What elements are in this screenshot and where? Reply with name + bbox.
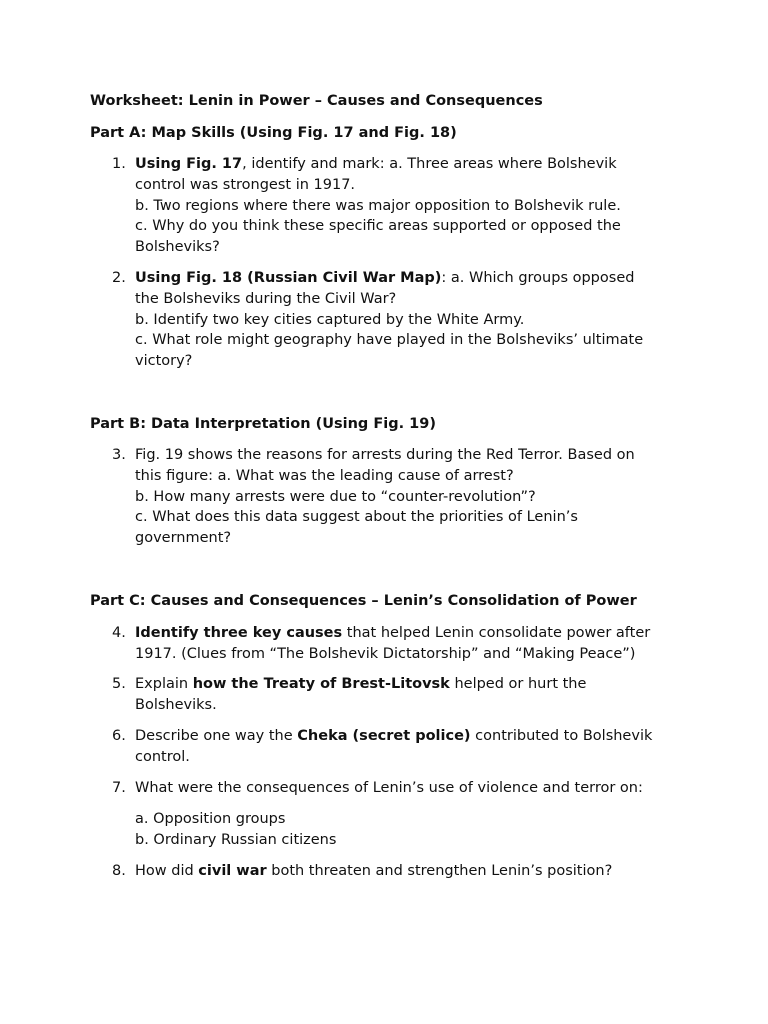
- question-body: [135, 861, 695, 882]
- question-text: contributed to Bolshevik: [470, 728, 653, 744]
- question-line: [135, 268, 695, 289]
- question-subpart-c: c. Why do you think these specific areas supported or opposed the: [135, 218, 621, 235]
- question-body: [135, 623, 695, 665]
- question-line: [135, 726, 695, 747]
- question-line: victory?: [135, 353, 193, 370]
- question-line: [135, 861, 695, 882]
- question-line: control was strongest in 1917.: [135, 176, 356, 193]
- part-a-heading: Part A: Map Skills (Using Fig. 17 and Fig. 18): [90, 125, 457, 141]
- question-subpart-b: b. Two regions where there was major opposition to Bolshevik rule.: [135, 197, 621, 214]
- question-line: Bolsheviks?: [135, 239, 220, 256]
- question-body: [135, 726, 695, 768]
- question-number: 3.: [112, 447, 126, 463]
- question-text: : a. Which groups opposed: [441, 270, 635, 286]
- question-text: helped or hurt the: [449, 676, 587, 692]
- question-subpart-b: b. Identify two key cities captured by the White Army.: [135, 311, 525, 328]
- question-number: 7.: [112, 780, 126, 796]
- worksheet-title: Worksheet: Lenin in Power – Causes and Consequences: [90, 93, 543, 109]
- part-c-heading: Part C: Causes and Consequences – Lenin’s Consolidation of Power: [90, 593, 637, 609]
- question-body: [135, 154, 695, 258]
- question-subpart-b: b. Ordinary Russian citizens: [135, 832, 337, 848]
- question-number: 4.: [112, 625, 126, 641]
- question-emphasis: civil war: [198, 863, 267, 879]
- question-text: How did: [135, 863, 199, 879]
- question-line: control.: [135, 748, 190, 765]
- question-number: 5.: [112, 676, 126, 692]
- question-line: What were the consequences of Lenin’s use of violence and terror on:: [135, 780, 643, 796]
- question-text: both threaten and strengthen Lenin’s position?: [266, 863, 613, 879]
- question-number: 6.: [112, 728, 126, 744]
- question-number: 2.: [112, 270, 126, 286]
- question-subpart-a: a. Opposition groups: [135, 811, 286, 827]
- question-body: [135, 674, 695, 716]
- question-emphasis: how the Treaty of Brest-Litovsk: [192, 676, 450, 692]
- question-emphasis: Using Fig. 17: [135, 156, 243, 172]
- question-line: this figure: a. What was the leading cause of arrest?: [135, 467, 514, 484]
- question-subpart-c: c. What role might geography have played in the Bolsheviks’ ultimate: [135, 332, 644, 349]
- question-body: [135, 268, 695, 372]
- question-line: [135, 623, 695, 644]
- question-line: the Bolsheviks during the Civil War?: [135, 290, 397, 307]
- question-text: Describe one way the: [135, 728, 298, 744]
- question-text: that helped Lenin consolidate power after: [342, 625, 651, 641]
- question-line: [135, 674, 695, 695]
- question-number: 1.: [112, 156, 126, 172]
- question-body: [135, 778, 695, 799]
- question-emphasis: Identify three key causes: [135, 625, 343, 641]
- question-line: Fig. 19 shows the reasons for arrests during the Red Terror. Based on: [135, 447, 635, 463]
- question-text: , identify and mark: a. Three areas where Bolshevik: [242, 156, 617, 172]
- question-emphasis: Cheka (secret police): [297, 728, 471, 744]
- question-text: Explain: [135, 676, 193, 692]
- question-emphasis: Using Fig. 18 (Russian Civil War Map): [135, 270, 442, 286]
- question-number: 8.: [112, 863, 126, 879]
- question-subpart-c: c. What does this data suggest about the priorities of Lenin’s: [135, 509, 578, 526]
- question-line: [135, 154, 695, 175]
- question-line: Bolsheviks.: [135, 696, 217, 713]
- question-line: government?: [135, 530, 232, 547]
- question-line: 1917. (Clues from “The Bolshevik Dictatorship” and “Making Peace”): [135, 645, 636, 662]
- question-body: [135, 445, 695, 549]
- question-subpart-b: b. How many arrests were due to “counter-revolution”?: [135, 488, 536, 505]
- part-b-heading: Part B: Data Interpretation (Using Fig. 19): [90, 416, 436, 432]
